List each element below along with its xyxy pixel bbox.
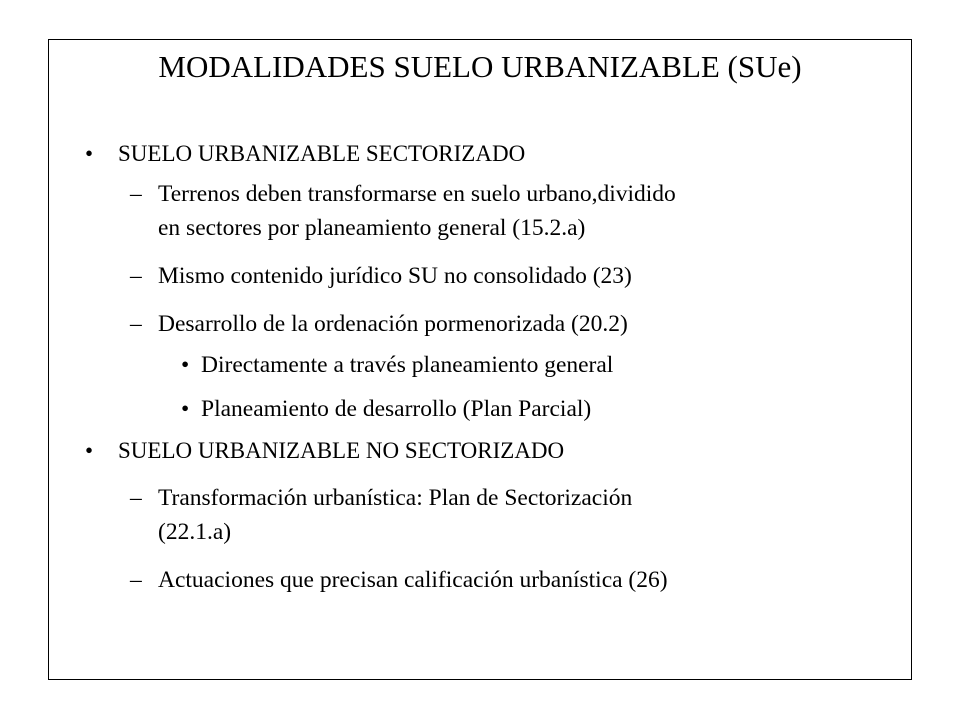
dash-text: Actuaciones que precisan calificación urbanística (26)	[158, 567, 668, 593]
slide-title: MODALIDADES SUELO URBANIZABLE (SUe)	[158, 49, 802, 84]
dash-item-transformacion-continued	[158, 515, 231, 549]
dash-item-terrenos	[130, 177, 676, 211]
dash-item-transformacion	[130, 481, 633, 515]
dash-marker: –	[130, 567, 142, 593]
dash-item-actuaciones	[130, 563, 668, 597]
dash-text-line1: Terrenos deben transformarse en suelo urbano,dividido	[158, 181, 676, 207]
dash-text: Desarrollo de la ordenación pormenorizada (20.2)	[158, 311, 628, 337]
sub-bullet-directamente	[181, 348, 614, 382]
dash-item-terrenos-continued	[158, 211, 585, 245]
bullet-text: SUELO URBANIZABLE SECTORIZADO	[118, 141, 526, 166]
dash-item-desarrollo	[130, 307, 628, 341]
bullet-marker: •	[85, 438, 94, 463]
dash-item-mismo-contenido	[130, 259, 632, 293]
dash-marker: –	[130, 263, 142, 289]
dash-text-line2: (22.1.a)	[158, 519, 232, 545]
sub-bullet-text: Directamente a través planeamiento general	[201, 352, 614, 378]
dash-marker: –	[130, 485, 142, 511]
sub-bullet-planeamiento	[181, 392, 592, 426]
dash-text: Mismo contenido jurídico SU no consolidado (23)	[158, 263, 632, 289]
dash-marker: –	[130, 311, 142, 337]
sub-bullet-text: Planeamiento de desarrollo (Plan Parcial)	[201, 396, 592, 422]
bullet-item-no-sectorizado	[85, 434, 565, 468]
dash-marker: –	[130, 181, 142, 207]
dash-text-line1: Transformación urbanística: Plan de Sectorización	[158, 485, 633, 511]
bullet-marker: •	[85, 141, 94, 166]
bullet-item-sectorizado	[85, 137, 526, 171]
bullet-marker: •	[181, 396, 190, 422]
bullet-text: SUELO URBANIZABLE NO SECTORIZADO	[118, 438, 565, 463]
dash-text-line2: en sectores por planeamiento general (15.2.a)	[158, 215, 586, 241]
bullet-marker: •	[181, 352, 190, 378]
